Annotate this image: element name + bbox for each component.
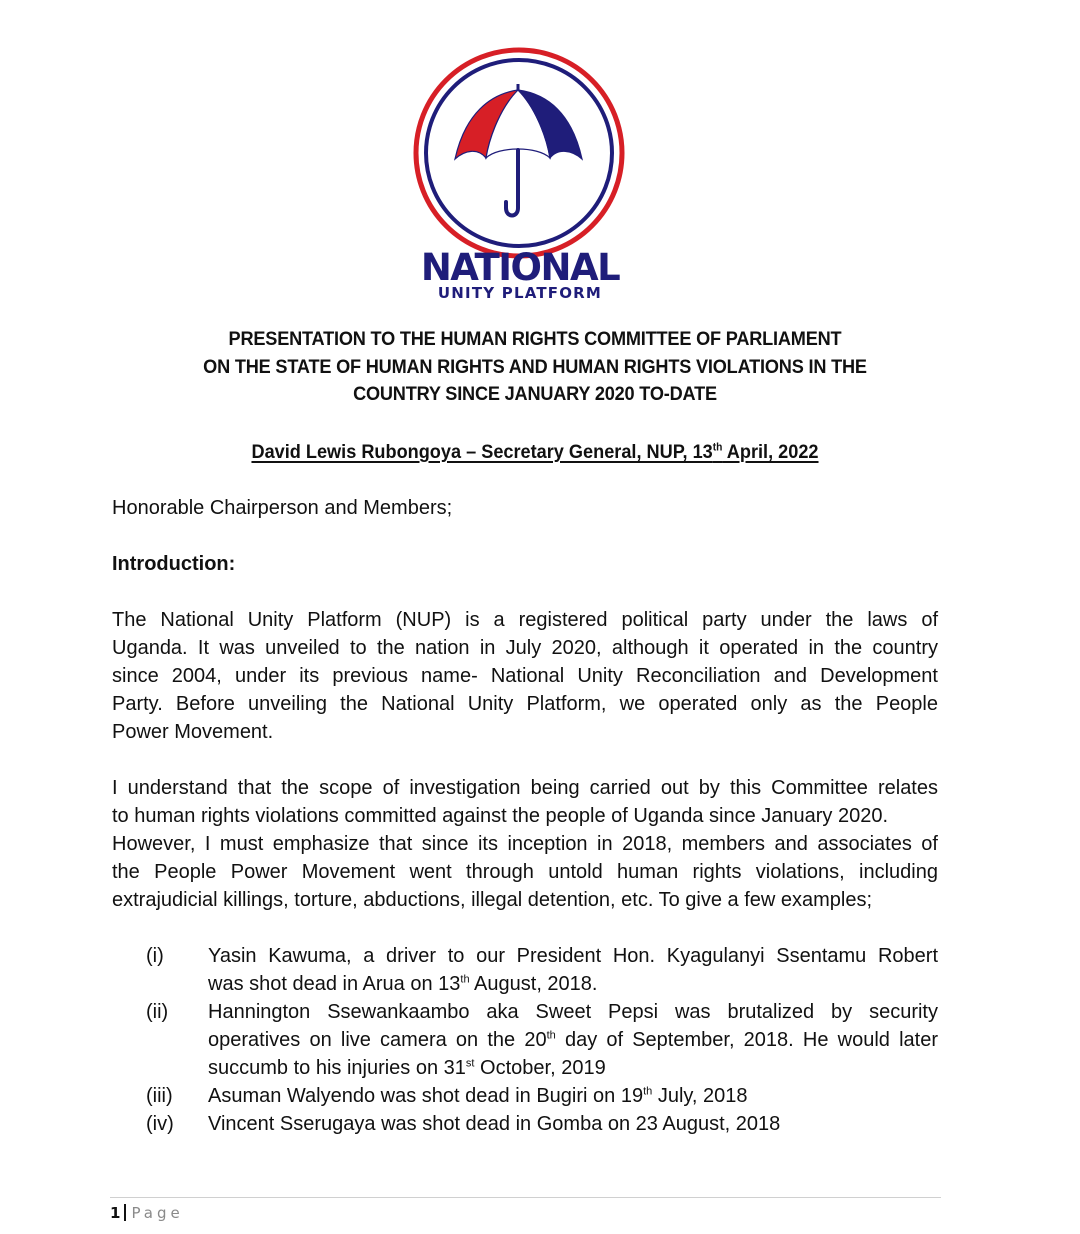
page-footer (110, 1202, 184, 1224)
footer-separator (124, 1204, 126, 1221)
logo-wordmark-national: NATIONAL (420, 246, 620, 289)
title-line: PRESENTATION TO THE HUMAN RIGHTS COMMITTEE OF PARLIAMENT (228, 328, 842, 350)
paragraph-line: the People Power Movement went through untold human rights violations, including (112, 861, 938, 883)
title-line: COUNTRY SINCE JANUARY 2020 TO-DATE (353, 383, 717, 405)
paragraph-line: since 2004, under its previous name- National Unity Reconciliation and Development (112, 665, 938, 687)
umbrella-icon (410, 44, 630, 304)
list-item (112, 942, 938, 998)
footer-divider (110, 1197, 941, 1198)
document-title (130, 326, 939, 409)
list-item-number: (i) (146, 945, 164, 967)
paragraph-line: Uganda. It was unveiled to the nation in July 2020, although it operated in the country (112, 637, 938, 659)
list-item-line: Hannington Ssewankaambo aka Sweet Pepsi was brutalized by security (208, 1001, 938, 1023)
list-item-line: succumb to his injuries on 31st October, 2019 (208, 1057, 606, 1079)
section-heading: Introduction: (112, 553, 236, 575)
list-item (112, 1110, 938, 1138)
author-line (130, 439, 939, 465)
page-label: Page (131, 1204, 184, 1222)
title-line: ON THE STATE OF HUMAN RIGHTS AND HUMAN RIGHTS VIOLATIONS IN THE (203, 355, 867, 378)
author-text: David Lewis Rubongoya – Secretary General, NUP, 13 (251, 441, 713, 463)
paragraph-line: I understand that the scope of investigation being carried out by this Committee relates (112, 777, 938, 799)
author-date: April, 2022 (722, 441, 819, 463)
paragraph-introduction (112, 606, 938, 746)
list-item-line: Yasin Kawuma, a driver to our President Hon. Kyagulanyi Ssentamu Robert (208, 945, 938, 967)
list-item-line: was shot dead in Arua on 13th August, 2018. (208, 973, 598, 995)
paragraph-line: However, I must emphasize that since its inception in 2018, members and associates of (112, 833, 938, 855)
list-item-line: operatives on live camera on the 20th day of September, 2018. He would later (208, 1029, 938, 1051)
page-number: 1 (110, 1204, 121, 1222)
list-item-number: (iv) (146, 1113, 174, 1135)
paragraph-scope (112, 774, 938, 914)
paragraph-line: to human rights violations committed against the people of Uganda since January 2020. (112, 805, 889, 827)
list-item-line: Asuman Walyendo was shot dead in Bugiri on 19th July, 2018 (208, 1085, 748, 1107)
logo-wordmark-unity-platform: UNITY PLATFORM (437, 284, 603, 302)
list-item-number: (iii) (146, 1085, 173, 1107)
paragraph-line: The National Unity Platform (NUP) is a registered political party under the laws of (112, 609, 938, 631)
list-item (112, 998, 938, 1082)
examples-list (112, 942, 938, 1138)
paragraph-line: extrajudicial killings, torture, abductions, illegal detention, etc. To give a few examples; (112, 889, 873, 911)
salutation: Honorable Chairperson and Members; (112, 497, 453, 519)
author-date-suffix: th (712, 441, 723, 454)
list-item-number: (ii) (146, 1001, 169, 1023)
list-item-line: Vincent Sserugaya was shot dead in Gomba on 23 August, 2018 (208, 1113, 781, 1135)
paragraph-line: Power Movement. (112, 721, 274, 743)
list-item (112, 1082, 938, 1110)
nup-logo (410, 44, 630, 304)
paragraph-line: Party. Before unveiling the National Unity Platform, we operated only as the People (112, 693, 938, 715)
